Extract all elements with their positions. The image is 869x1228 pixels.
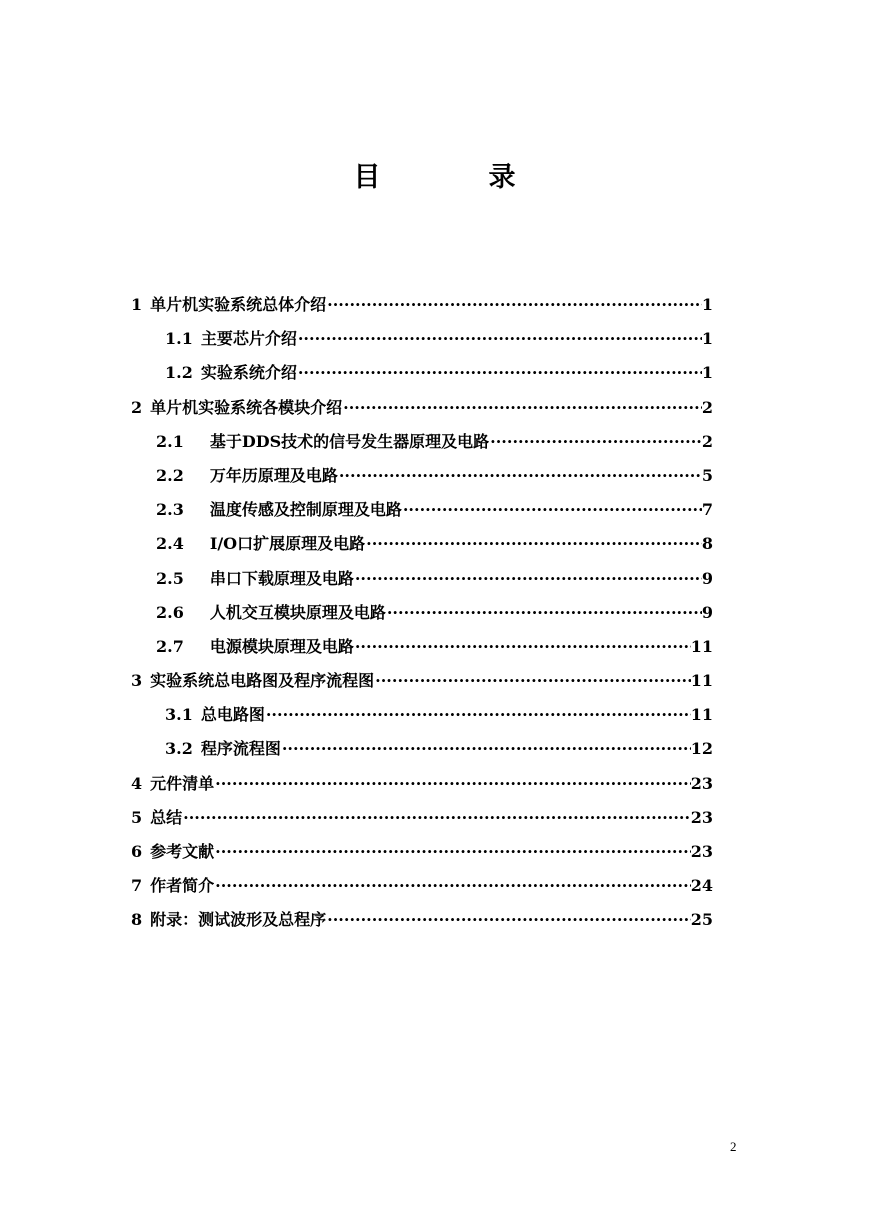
toc-entry-number: 1 [131,295,143,314]
toc-entry-number: 2.3 [156,500,184,520]
toc-entry-page: 9 [701,602,713,622]
toc-entry-page: 7 [701,500,713,520]
toc-entry-number: 2.4 [156,534,184,554]
toc-entry-number: 2.2 [156,465,184,485]
toc-entry-page: 12 [690,739,713,759]
toc-entry-page: 8 [701,534,713,554]
toc-entry-page: 23 [690,842,713,861]
toc-entry-title: 参考文献 [150,842,215,861]
toc-dot-leader [298,359,702,387]
title-char-2: 录 [488,162,516,193]
toc-entry-number: 3 [131,671,143,691]
table-of-contents [131,291,713,941]
toc-dot-leader [366,530,702,558]
toc-entry-number: 4 [131,773,143,793]
toc-entry[interactable] [131,633,713,667]
toc-entry-number: 8 [131,910,143,930]
toc-entry-title: 主要芯片介绍 [200,329,297,349]
toc-entry-page: 1 [701,363,713,383]
toc-entry-page: 1 [701,295,713,314]
toc-dot-leader [403,496,702,524]
toc-entry-title: 总电路图 [200,705,265,725]
toc-entry[interactable] [131,530,713,564]
toc-entry[interactable] [131,428,713,462]
toc-entry[interactable] [131,804,713,838]
toc-dot-leader [298,325,702,353]
toc-dot-leader [215,770,691,798]
toc-entry-number: 3.2 [165,739,193,759]
toc-entry-title: 实验系统介绍 [200,363,297,383]
toc-entry[interactable] [131,872,713,906]
toc-entry-title: 温度传感及控制原理及电路 [209,500,402,520]
toc-entry-number: 2.6 [156,602,184,622]
toc-entry[interactable] [131,838,713,872]
toc-entry-number: 2 [131,397,143,417]
toc-dot-leader [282,735,691,763]
toc-dot-leader [183,804,691,832]
toc-entry-page: 2 [701,431,713,451]
toc-entry[interactable] [131,496,713,530]
page-title [0,155,869,194]
toc-entry-title: I/O口扩展原理及电路 [209,534,366,554]
toc-entry-page: 2 [701,397,713,417]
toc-dot-leader [327,906,691,934]
toc-entry[interactable] [131,462,713,496]
toc-entry-page: 11 [690,705,713,725]
toc-entry-title: 串口下载原理及电路 [209,568,354,588]
toc-entry-page: 25 [690,910,713,930]
toc-entry-number: 1.2 [165,363,193,383]
toc-entry[interactable] [131,325,713,359]
toc-entry-number: 1.1 [165,329,193,349]
toc-entry-title: 作者简介 [150,876,215,896]
toc-dot-leader [490,428,702,456]
toc-dot-leader [215,872,691,900]
toc-dot-leader [387,599,702,627]
toc-entry-page: 23 [690,807,713,827]
toc-dot-leader [343,394,702,422]
toc-dot-leader [355,633,691,661]
title-char-1: 目 [353,162,381,193]
toc-entry-page: 23 [690,773,713,793]
toc-entry-number: 3.1 [165,705,193,725]
toc-entry-title: 元件清单 [150,773,215,793]
toc-entry[interactable] [131,906,713,940]
toc-entry-title: 单片机实验系统总体介绍 [150,295,327,314]
toc-dot-leader [339,462,702,490]
toc-entry[interactable] [131,599,713,633]
toc-entry-page: 11 [690,636,713,656]
toc-entry-title: 单片机实验系统各模块介绍 [150,397,343,417]
toc-dot-leader [375,667,691,695]
toc-entry-title: 基于DDS技术的信号发生器原理及电路 [209,431,490,451]
toc-entry-title: 实验系统总电路图及程序流程图 [150,671,375,691]
toc-dot-leader [266,701,691,729]
toc-entry[interactable] [131,735,713,769]
toc-entry[interactable] [131,394,713,428]
toc-entry-number: 2.5 [156,568,184,588]
toc-entry-page: 11 [690,671,713,691]
toc-entry-title: 程序流程图 [200,739,281,759]
toc-entry-page: 9 [701,568,713,588]
toc-entry-page: 1 [701,329,713,349]
toc-entry-number: 2.1 [156,431,184,451]
toc-entry-number: 5 [131,807,143,827]
toc-entry-title: 万年历原理及电路 [209,465,338,485]
toc-entry[interactable] [131,291,713,325]
toc-entry[interactable] [131,701,713,735]
toc-entry-number: 7 [131,876,143,896]
toc-entry-page: 24 [690,876,713,896]
toc-dot-leader [355,565,702,593]
toc-dot-leader [215,838,691,866]
toc-entry-number: 2.7 [156,636,184,656]
toc-entry-title: 总结 [150,807,183,827]
toc-entry-page: 5 [701,465,713,485]
toc-entry[interactable] [131,770,713,804]
toc-entry-title: 电源模块原理及电路 [209,636,354,656]
toc-entry[interactable] [131,667,713,701]
toc-entry[interactable] [131,359,713,393]
toc-dot-leader [327,291,702,319]
page-number: 2 [730,1139,737,1154]
toc-entry-title: 人机交互模块原理及电路 [209,602,386,622]
toc-entry-number: 6 [131,842,143,861]
toc-entry-title: 附录：测试波形及总程序 [150,910,327,930]
toc-entry[interactable] [131,565,713,599]
